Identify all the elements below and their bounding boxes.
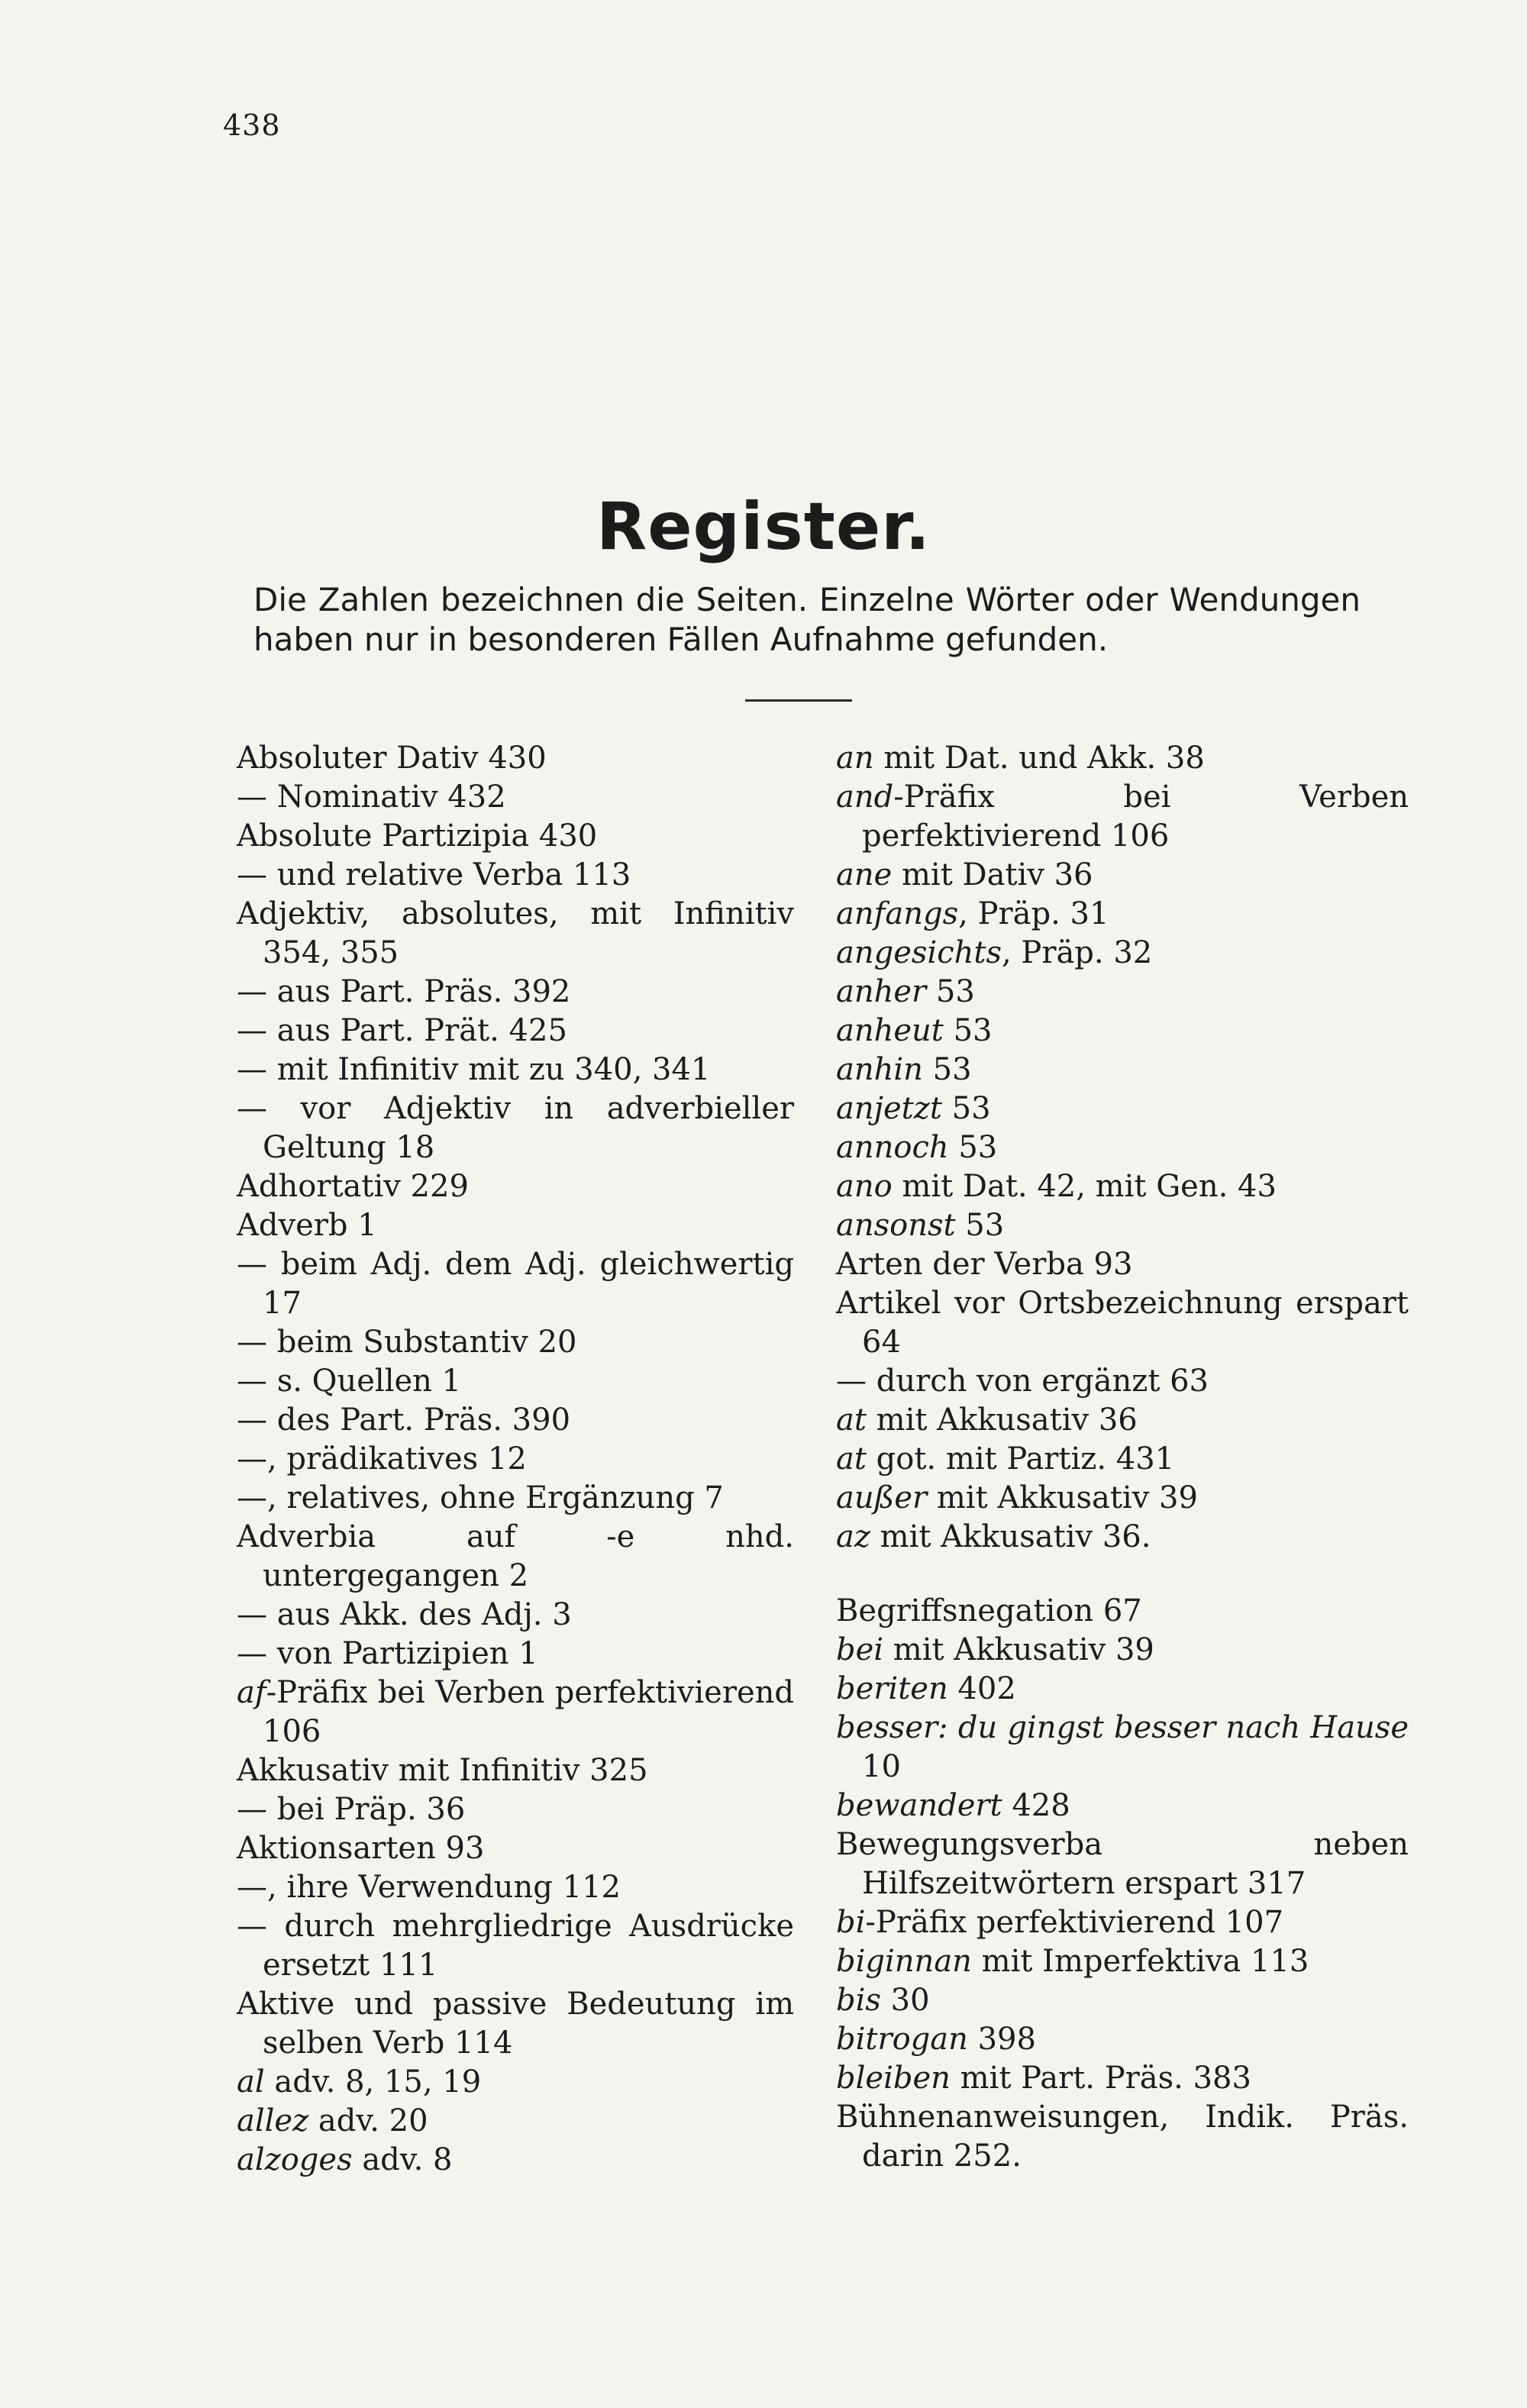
index-text: Absolute Partizipia 430 (237, 818, 598, 854)
index-entry (237, 1323, 794, 1362)
index-text: — s. Quellen 1 (237, 1364, 462, 1399)
index-entry (237, 1012, 794, 1051)
index-text: — und relative Verba 113 (237, 857, 631, 893)
title-divider (745, 699, 852, 702)
index-text: Bewegungsverba neben Hilfszeitwörtern erspart 317 (836, 1827, 1409, 1901)
index-entry (836, 1825, 1409, 1903)
index-text: 53 (943, 1013, 993, 1048)
index-text: Aktive und passive Bedeutung im selben Verb 114 (237, 1987, 794, 2061)
index-entry (836, 739, 1409, 778)
index-text: mit Part. Präs. 383 (950, 2061, 1251, 2096)
index-lemma: ano (836, 1169, 893, 1204)
index-text: — vor Adjektiv in adverbieller Geltung 18 (237, 1091, 794, 1165)
index-lemma: ansonst (836, 1208, 956, 1243)
index-entry (836, 1981, 1409, 2020)
index-entry (836, 1206, 1409, 1245)
index-text: Arten der Verba 93 (836, 1247, 1133, 1282)
index-entry (237, 1206, 794, 1245)
index-entry (237, 2141, 794, 2180)
index-lemma: bi (836, 1905, 866, 1940)
index-text: — durch mehrgliedrige Ausdrücke ersetzt 111 (237, 1909, 794, 1983)
index-entry (836, 1592, 1409, 1631)
index-text: , Präp. 31 (958, 896, 1109, 931)
index-lemma: an (836, 741, 874, 776)
index-column-left (237, 739, 794, 2180)
intro-text: Die Zahlen bezeichnen die Seiten. Einzelne Wörter oder Wendungen haben nur in besonderen Fällen Aufnahme gefunden. (253, 581, 1361, 658)
index-lemma: biginnan (836, 1944, 972, 1979)
index-entry (836, 2020, 1409, 2059)
index-lemma: and (836, 780, 894, 815)
index-entry (237, 1518, 794, 1596)
page-title: Register. (596, 489, 931, 565)
index-text: mit Dat. und Akk. 38 (873, 741, 1205, 776)
index-lemma: at (836, 1441, 867, 1477)
index-lemma: annoch (836, 1130, 949, 1165)
index-text: mit Akkusativ 36. (870, 1519, 1151, 1554)
index-text: , Präp. 32 (1001, 935, 1153, 970)
index-text: —, ihre Verwendung 112 (237, 1870, 621, 1905)
index-entry (836, 973, 1409, 1012)
index-entry (237, 1440, 794, 1479)
index-entry (237, 739, 794, 778)
index-text: mit Akkusativ 39 (927, 1480, 1198, 1515)
index-text: Adverb 1 (237, 1208, 377, 1243)
index-entry (836, 1012, 1409, 1051)
index-text: mit Dat. 42, mit Gen. 43 (892, 1169, 1277, 1204)
index-entry (836, 1787, 1409, 1825)
index-text: -Präfix bei Verben perfektivierend 106 (862, 780, 1409, 854)
index-entry (237, 1829, 794, 1868)
index-entry (237, 2102, 794, 2141)
index-text: adv. 20 (308, 2103, 428, 2138)
index-entry (836, 1518, 1409, 1557)
index-text: 53 (948, 1130, 998, 1165)
index-lemma: angesichts (836, 935, 1002, 970)
index-entry (237, 1790, 794, 1829)
index-text: — des Part. Präs. 390 (237, 1403, 571, 1438)
index-entry (237, 1596, 794, 1635)
index-entry (836, 2098, 1409, 2176)
index-lemma: at (836, 1403, 867, 1438)
index-lemma: bewandert (836, 1788, 1002, 1823)
index-entry (237, 1401, 794, 1440)
index-text: got. mit Partiz. 431 (866, 1441, 1175, 1477)
index-text: Absoluter Dativ 430 (237, 741, 547, 776)
index-entry (836, 1401, 1409, 1440)
index-lemma: anjetzt (836, 1091, 942, 1126)
index-entry (836, 934, 1409, 973)
index-text: 402 (948, 1671, 1016, 1706)
index-entry (836, 2059, 1409, 2098)
index-entry (237, 1245, 794, 1323)
index-text: 53 (941, 1091, 991, 1126)
index-lemma: anhin (836, 1052, 923, 1087)
index-lemma: bleiben (836, 2061, 951, 2096)
index-entry (836, 895, 1409, 934)
index-text: — von Partizipien 1 (237, 1636, 538, 1671)
index-lemma: ane (836, 857, 893, 893)
index-text: Adhortativ 229 (237, 1169, 469, 1204)
index-entry (237, 1907, 794, 1985)
index-entry (836, 1942, 1409, 1981)
index-lemma: anher (836, 974, 927, 1009)
index-lemma: bitrogan (836, 2022, 968, 2057)
index-text: — aus Part. Prät. 425 (237, 1013, 567, 1048)
index-text: Bühnenanweisungen, Indik. Präs. darin 252. (836, 2100, 1409, 2174)
index-text: Akkusativ mit Infinitiv 325 (237, 1753, 648, 1788)
index-entry (836, 1709, 1409, 1787)
index-entry (836, 1670, 1409, 1709)
index-text: mit Akkusativ 39 (883, 1632, 1154, 1667)
index-text: —, relatives, ohne Ergänzung 7 (237, 1480, 724, 1515)
index-entry (836, 1631, 1409, 1670)
index-entry (237, 895, 794, 973)
index-text: 53 (926, 974, 975, 1009)
index-entry (237, 856, 794, 895)
index-text: mit Akkusativ 36 (866, 1403, 1138, 1438)
index-text: — Nominativ 432 (237, 780, 506, 815)
index-entry (237, 1089, 794, 1167)
index-entry (237, 778, 794, 817)
index-entry (836, 1089, 1409, 1128)
index-entry (237, 1635, 794, 1674)
index-entry (836, 1128, 1409, 1167)
index-lemma: af (237, 1675, 266, 1710)
index-text: — beim Adj. dem Adj. gleichwertig 17 (237, 1247, 794, 1321)
index-entry (237, 1051, 794, 1089)
index-entry (237, 1479, 794, 1518)
index-entry (836, 1284, 1409, 1362)
index-text: Adverbia auf -e nhd. untergegangen 2 (237, 1519, 794, 1593)
index-entry (237, 1362, 794, 1401)
index-lemma: außer (836, 1480, 928, 1515)
index-entry (237, 2063, 794, 2102)
index-column-right (836, 739, 1409, 2176)
index-entry (836, 1167, 1409, 1206)
index-lemma: anfangs (836, 896, 959, 931)
index-entry (237, 1985, 794, 2063)
index-text: Begriffsnegation 67 (836, 1593, 1142, 1628)
page-number: 438 (223, 108, 281, 142)
index-lemma: bei (836, 1632, 884, 1667)
index-entry (237, 817, 794, 856)
index-text: — aus Part. Präs. 392 (237, 974, 571, 1009)
index-lemma: az (836, 1519, 870, 1554)
index-text: adv. 8, 15, 19 (264, 2064, 482, 2100)
index-text: — beim Substantiv 20 (237, 1325, 577, 1360)
index-text: — bei Präp. 36 (237, 1792, 466, 1827)
index-lemma: anheut (836, 1013, 944, 1048)
index-entry (836, 856, 1409, 895)
index-entry (237, 1167, 794, 1206)
index-text: 10 (862, 1749, 901, 1784)
index-entry (237, 1751, 794, 1790)
index-text: -Präfix perfektivierend 107 (865, 1905, 1284, 1940)
index-text: —, prädikatives 12 (237, 1441, 527, 1477)
index-text: adv. 8 (352, 2142, 453, 2177)
index-entry (836, 778, 1409, 856)
index-text: Artikel vor Ortsbezeichnung erspart 64 (836, 1286, 1409, 1360)
index-text: mit Imperfektiva 113 (971, 1944, 1309, 1979)
index-text: mit Dativ 36 (892, 857, 1093, 893)
index-text: — mit Infinitiv mit zu 340, 341 (237, 1052, 711, 1087)
index-lemma: besser: du gingst besser nach Hause (836, 1710, 1409, 1745)
index-text: — aus Akk. des Adj. 3 (237, 1597, 572, 1632)
index-lemma: alzoges (237, 2142, 353, 2177)
index-text: -Präfix bei Verben perfektivierend 106 (263, 1675, 794, 1749)
index-text: 428 (1002, 1788, 1070, 1823)
index-entry (237, 973, 794, 1012)
index-lemma: beriten (836, 1671, 948, 1706)
index-entry (836, 1479, 1409, 1518)
index-text: Aktionsarten 93 (237, 1831, 485, 1866)
index-entry (237, 1868, 794, 1907)
index-lemma: al (237, 2064, 265, 2100)
index-entry (836, 1051, 1409, 1089)
index-lemma: bis (836, 1983, 881, 2018)
index-lemma: allez (237, 2103, 309, 2138)
index-text: 398 (967, 2022, 1036, 2057)
index-entry (836, 1362, 1409, 1401)
index-entry (836, 1440, 1409, 1479)
index-text: 53 (955, 1208, 1005, 1243)
index-entry (836, 1245, 1409, 1284)
index-entry (237, 1674, 794, 1751)
index-text: Adjektiv, absolutes, mit Infinitiv 354, 355 (237, 896, 794, 970)
index-text: — durch von ergänzt 63 (836, 1364, 1209, 1399)
index-entry (836, 1903, 1409, 1942)
index-text: 53 (922, 1052, 972, 1087)
index-text: 30 (880, 1983, 930, 2018)
